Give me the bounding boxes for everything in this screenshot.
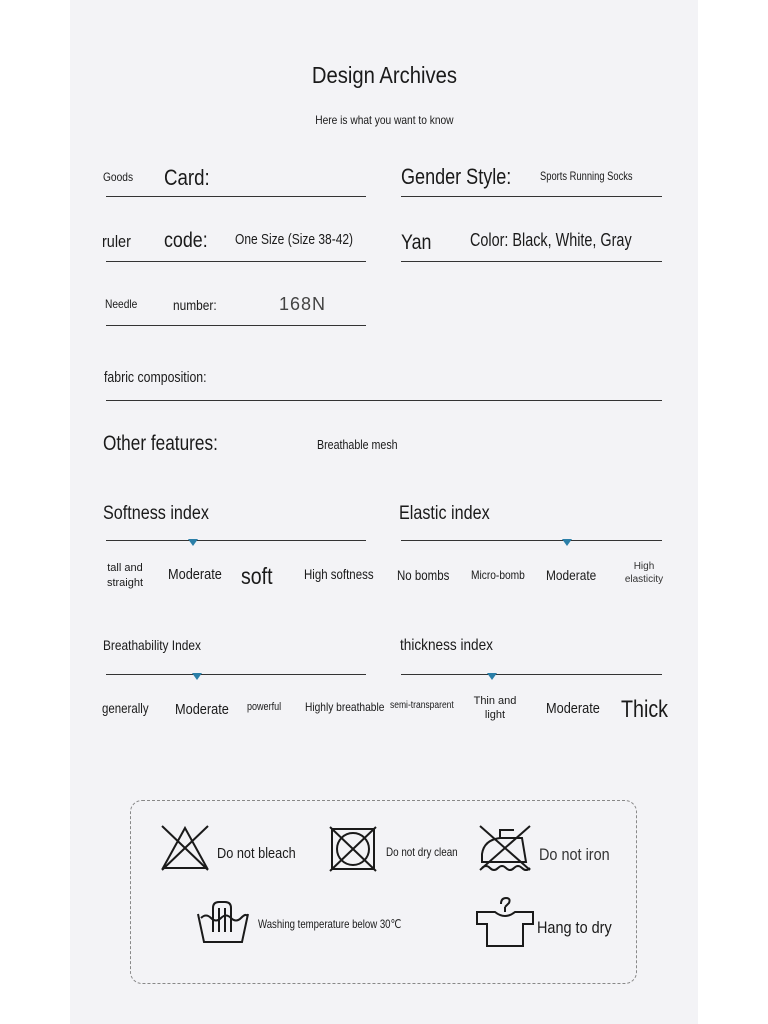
fabric-underline xyxy=(106,400,662,401)
breathability-marker xyxy=(192,673,202,680)
color-underline xyxy=(401,261,662,262)
thickness-label-2: Moderate xyxy=(546,700,600,717)
gender-value: Sports Running Socks xyxy=(540,169,633,183)
thickness-title: thickness index xyxy=(400,637,493,654)
elastic-scale-line xyxy=(401,540,662,541)
color-value: Color: Black, White, Gray xyxy=(470,230,632,250)
card-label: Card: xyxy=(164,165,210,190)
goods-prefix: Goods xyxy=(103,170,134,184)
thickness-label-1: Thin and light xyxy=(473,695,517,721)
breathability-title: Breathability Index xyxy=(103,637,201,653)
thickness-marker xyxy=(487,673,497,680)
wash-temperature-label: Washing temperature below 30℃ xyxy=(258,917,402,931)
hang-dry-label: Hang to dry xyxy=(537,918,612,937)
code-underline xyxy=(106,261,366,262)
no-bleach-icon xyxy=(160,824,210,872)
page-title: Design Archives xyxy=(311,62,457,88)
breathability-label-2: powerful xyxy=(247,701,282,713)
code-label: code: xyxy=(164,229,208,252)
elastic-title: Elastic index xyxy=(399,503,490,524)
hang-dry-icon xyxy=(475,894,535,948)
wash-basin-icon xyxy=(195,898,251,946)
number-underline xyxy=(106,325,366,326)
thickness-label-0: semi-transparent xyxy=(390,700,454,711)
gender-underline xyxy=(401,196,662,197)
elastic-label-3: High elasticity xyxy=(624,561,664,585)
breathability-label-0: generally xyxy=(102,700,149,716)
page-subtitle: Here is what you want to know xyxy=(314,113,454,127)
ruler-prefix: ruler xyxy=(102,232,131,251)
other-features-label: Other features: xyxy=(103,432,218,455)
code-value: One Size (Size 38-42) xyxy=(235,231,354,248)
gender-label: Gender Style: xyxy=(401,164,512,189)
fabric-label: fabric composition: xyxy=(104,369,207,386)
no-iron-label: Do not iron xyxy=(539,845,610,864)
no-dry-clean-label: Do not dry clean xyxy=(386,845,458,859)
breathability-label-1: Moderate xyxy=(175,701,229,718)
needle-prefix: Needle xyxy=(105,297,138,311)
softness-label-3: High softness xyxy=(304,566,374,582)
softness-scale-line xyxy=(106,540,366,541)
number-label: number: xyxy=(173,297,217,313)
elastic-label-0: No bombs xyxy=(397,567,450,583)
breathability-label-3: Highly breathable xyxy=(305,700,385,714)
yan-label: Yan xyxy=(401,231,432,254)
elastic-label-1: Micro-bomb xyxy=(471,568,525,582)
breathability-scale-line xyxy=(106,674,366,675)
softness-label-1: Moderate xyxy=(168,566,222,583)
no-iron-icon xyxy=(478,824,532,872)
softness-label-0: tall and straight xyxy=(106,562,144,589)
number-value: 168N xyxy=(279,294,327,314)
thickness-scale-line xyxy=(401,674,662,675)
softness-label-2: soft xyxy=(241,563,273,589)
softness-title: Softness index xyxy=(103,503,209,524)
elastic-marker xyxy=(562,539,572,546)
no-bleach-label: Do not bleach xyxy=(217,845,296,862)
thickness-label-3: Thick xyxy=(621,696,669,723)
softness-marker xyxy=(188,539,198,546)
no-dry-clean-icon xyxy=(329,826,377,872)
card-underline xyxy=(106,196,366,197)
other-features-value: Breathable mesh xyxy=(317,437,398,452)
elastic-label-2: Moderate xyxy=(546,567,597,583)
